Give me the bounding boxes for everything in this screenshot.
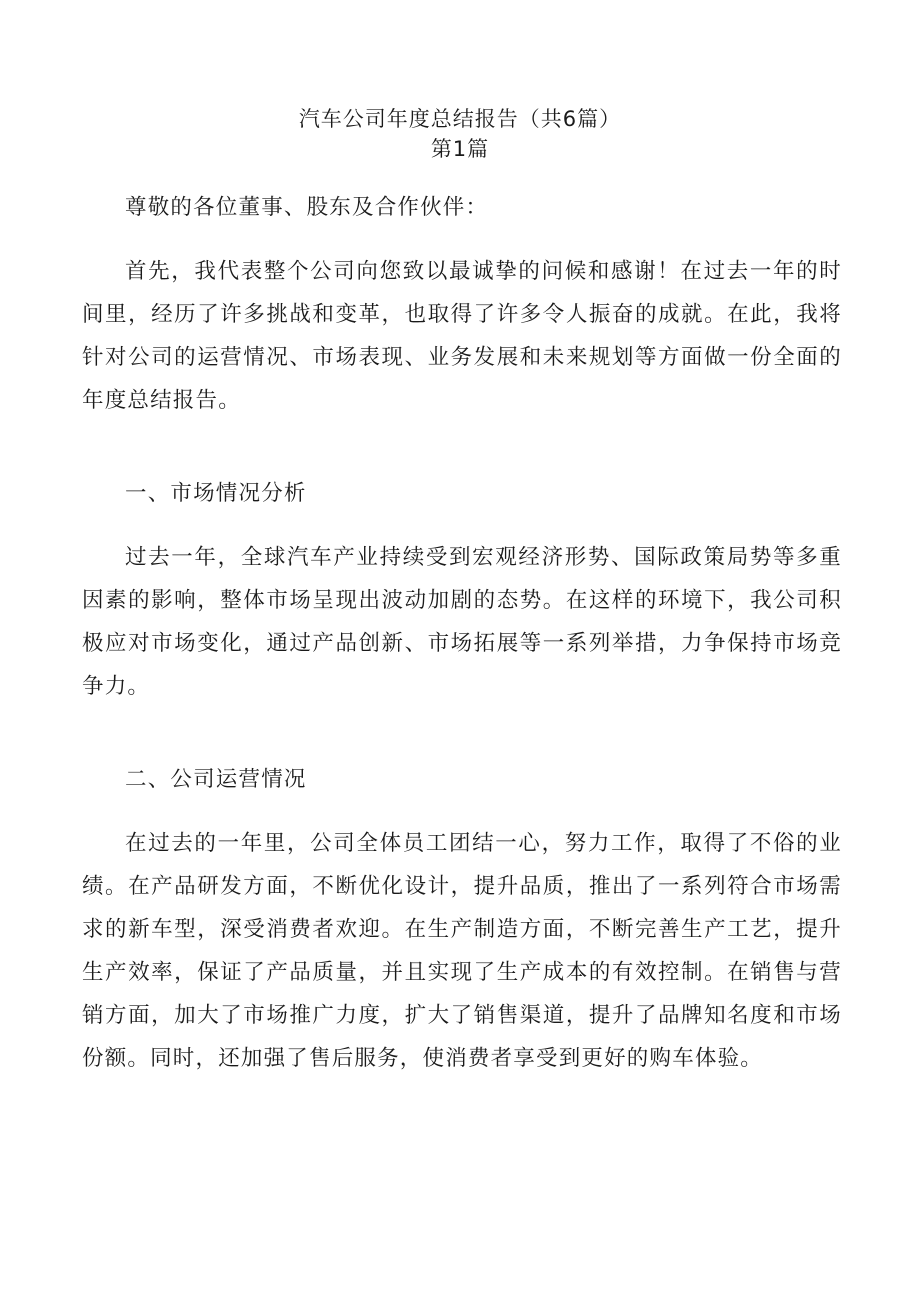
intro-paragraph: 首先，我代表整个公司向您致以最诚挚的问候和感谢！在过去一年的时间里，经历了许多挑战和变革，也取得了许多令人振奋的成就。在此，我将针对公司的运营情况、市场表现、业务发展和未来规划等方面做一份全面的年度总结报告。 (82, 259, 842, 413)
salutation: 尊敬的各位董事、股东及合作伙伴： (125, 195, 489, 220)
section-1-heading: 一、市场情况分析 (125, 481, 307, 506)
section-2-paragraph: 在过去的一年里，公司全体员工团结一心，努力工作，取得了不俗的业绩。在产品研发方面，不断优化设计，提升品质，推出了一系列符合市场需求的新车型，深受消费者欢迎。在生产制造方面，不断完善生产工艺，提升生产效率，保证了产品质量，并且实现了生产成本的有效控制。在销售与营销方面，加大了市场推广力度，扩大了销售渠道，提升了品牌知名度和市场份额。同时，还加强了售后服务，使消费者享受到更好的购车体验。 (82, 831, 842, 1071)
section-2-heading: 二、公司运营情况 (125, 767, 307, 792)
title-block (0, 104, 920, 164)
section-1-paragraph: 过去一年，全球汽车产业持续受到宏观经济形势、国际政策局势等多重因素的影响，整体市场呈现出波动加剧的态势。在这样的环境下，我公司积极应对市场变化，通过产品创新、市场拓展等一系列举措，力争保持市场竞争力。 (82, 545, 842, 699)
document-subtitle: 第1篇 (430, 137, 490, 161)
document-title: 汽车公司年度总结报告（共6篇） (298, 107, 622, 131)
